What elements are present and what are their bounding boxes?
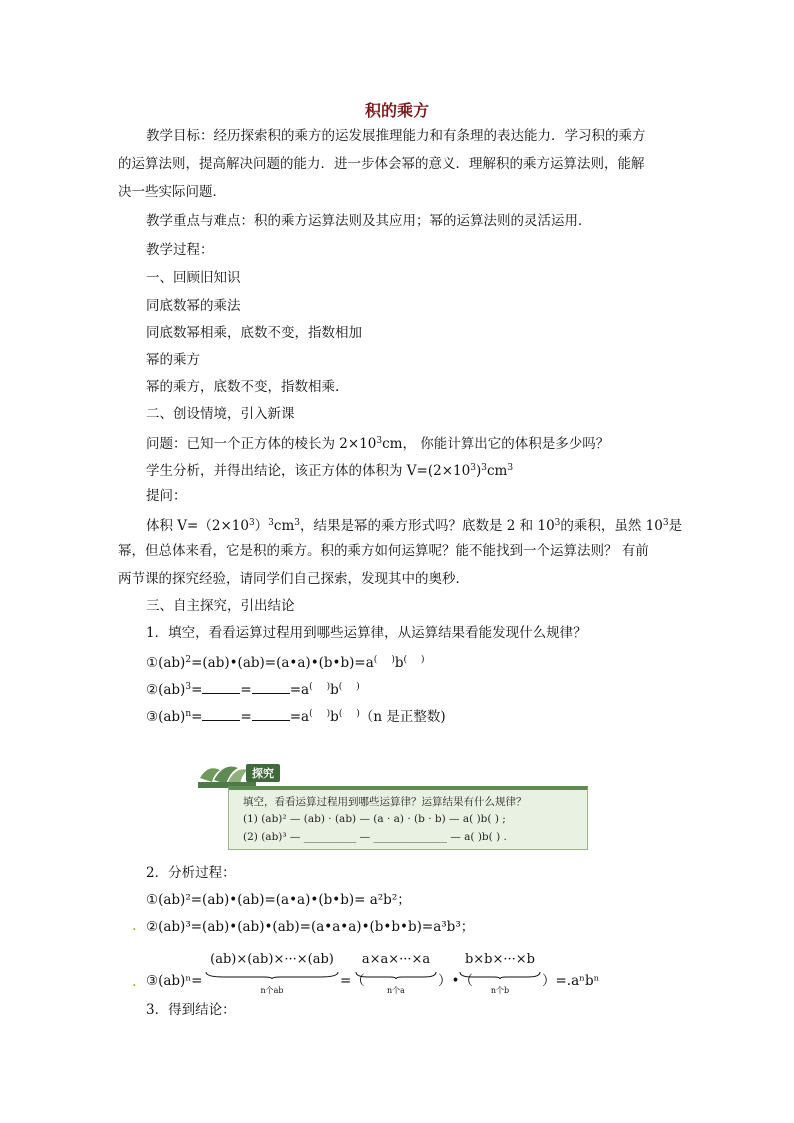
underbrace-icon bbox=[458, 971, 542, 979]
volume-paragraph-line-1: 体积 $V=(2\times 10^3)^3cm^3$，结果是幂的乘方形式吗？底数是 2 和 $10^3$的乘积，虽然 $10^3$是 bbox=[146, 518, 683, 534]
review-item-c: 幂的乘方 bbox=[146, 352, 200, 368]
brace-group-b bbox=[458, 952, 542, 996]
review-item-d: 幂的乘方，底数不变，指数相乘. bbox=[146, 379, 340, 395]
underbrace-icon bbox=[204, 971, 340, 979]
formula-1: ①(ab)$^2$=(ab)•(ab)=(a•a)•(b•b)=a( )b( ) bbox=[146, 655, 425, 671]
bullet-dot: . bbox=[132, 974, 137, 990]
brace-group-ab bbox=[204, 952, 340, 996]
process-label: 教学过程： bbox=[146, 242, 214, 258]
brace-count-b: n个b bbox=[490, 986, 510, 995]
section-3-heading: 三、自主探究，引出结论 bbox=[146, 598, 295, 614]
explore-line-3: (2) (ab)³ — __________ — ______________ — a( )b( ) . bbox=[243, 831, 507, 843]
blank-line bbox=[252, 681, 290, 694]
review-item-b: 同底数幂相乘，底数不变，指数相加 bbox=[146, 325, 362, 341]
student-analysis: 学生分析，并得出结论，该正方体的体积为 $V=(2\times 10^3)^3cm^3$ bbox=[146, 463, 514, 479]
objectives-line-3: 决一些实际问题． bbox=[118, 184, 226, 200]
underbrace-icon bbox=[354, 971, 438, 979]
fill-in-question: 1．填空，看看运算过程用到哪些运算律，从运算结果看能发现什么规律？ bbox=[146, 625, 587, 641]
brace-product-ab: (ab)×(ab)×···×(ab) bbox=[210, 952, 334, 967]
objectives-line-1: 教学目标：经历探索积的乘方的运发展推理能力和有条理的表达能力．学习积的乘方 bbox=[146, 128, 646, 144]
explore-figure bbox=[198, 760, 592, 854]
key-points: 教学重点与难点：积的乘方运算法则及其应用；幂的运算法则的灵活运用． bbox=[146, 213, 592, 229]
eq-open: =（ bbox=[340, 973, 365, 989]
brace-product-a: a×a×···×a bbox=[361, 952, 431, 967]
explore-box bbox=[228, 786, 588, 850]
blank-line bbox=[252, 708, 290, 721]
formula-2: ②(ab)$^3$= = =a( )b( ) bbox=[146, 682, 360, 698]
section-1-heading: 一、回顾旧知识 bbox=[146, 270, 241, 286]
analysis-heading: 2．分析过程： bbox=[146, 865, 236, 881]
volume-paragraph-line-2: 幂，但总体来看，它是积的乘方。积的乘方如何运算呢？能不能找到一个运算法则？ 有前 bbox=[118, 543, 649, 559]
brace-count-ab: n个ab bbox=[260, 986, 284, 995]
question-line: 问题：已知一个正方体的棱长为 $2\times 10^3cm$， 你能计算出它的体积是多少吗？ bbox=[146, 436, 610, 452]
brace-group-a bbox=[354, 952, 438, 996]
brace-count-a: n个a bbox=[387, 986, 405, 995]
blank-line bbox=[202, 681, 240, 694]
explore-line-1: 填空，看看运算过程用到哪些运算律？运算结果有什么规律？ bbox=[243, 796, 527, 808]
explore-label: 探究 bbox=[246, 764, 280, 782]
ask-label: 提问： bbox=[146, 488, 187, 504]
document-title: 积的乘方 bbox=[364, 101, 429, 120]
review-item-a: 同底数幂的乘法 bbox=[146, 298, 241, 314]
bullet-dot: . bbox=[132, 918, 137, 934]
analysis-step-3-lead: ③(ab)ⁿ= bbox=[146, 973, 203, 989]
mid-paren: ）•（ bbox=[438, 973, 473, 989]
analysis-step-1: ①(ab)²=(ab)•(ab)=(a•a)•(b•b)= a²b²； bbox=[146, 892, 411, 908]
brace-product-b: b×b×···×b bbox=[464, 952, 536, 967]
section-2-heading: 二、创设情境，引入新课 bbox=[146, 406, 295, 422]
explore-line-2: (1) (ab)² — (ab) · (ab) — (a · a) · (b · b) — a( )b( ) ; bbox=[243, 813, 506, 825]
objectives-line-2: 的运算法则，提高解决问题的能力．进一步体会幂的意义．理解积的乘方运算法则，能解 bbox=[118, 156, 645, 172]
blank-line bbox=[202, 708, 240, 721]
conclusion-heading: 3．得到结论： bbox=[146, 1002, 236, 1018]
formula-3: ③(ab)$^n$= = =a( )b( )（n 是正整数) bbox=[146, 709, 446, 725]
volume-paragraph-line-3: 两节课的探究经验，请同学们自己探索，发现其中的奥秒． bbox=[118, 571, 469, 587]
analysis-step-2: ②(ab)³=(ab)•(ab)•(ab)=(a•a•a)•(b•b•b)=a³b³； bbox=[146, 919, 475, 935]
result-tail: ）=.aⁿbⁿ bbox=[542, 973, 600, 989]
